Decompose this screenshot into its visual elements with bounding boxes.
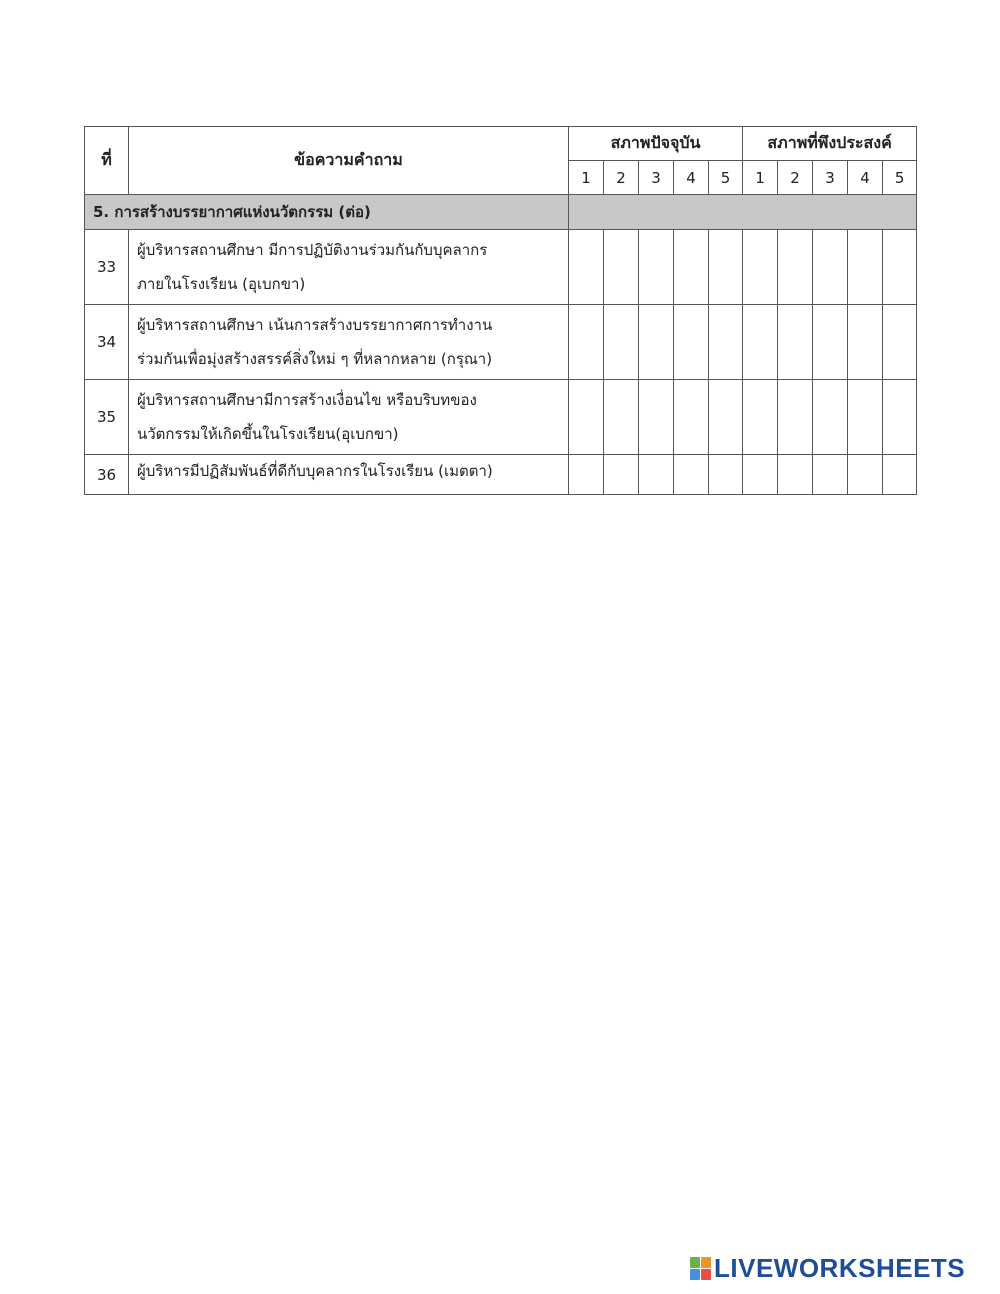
survey-table	[84, 126, 917, 495]
answer-cell-current-3[interactable]	[639, 230, 674, 305]
answer-cell-desired-4[interactable]	[848, 305, 883, 380]
answer-cell-current-4[interactable]	[674, 230, 709, 305]
question-line: ผู้บริหารสถานศึกษามีการสร้างเงื่อนไข หรือบริบทของ	[137, 391, 477, 409]
question-number: 35	[85, 380, 129, 455]
scale-header-current-4: 4	[674, 161, 709, 195]
section-row	[85, 195, 917, 230]
answer-cell-current-4[interactable]	[674, 380, 709, 455]
answer-cell-desired-5[interactable]	[883, 305, 917, 380]
scale-header-current-3: 3	[639, 161, 674, 195]
logo-text: LIVEWORKSHEETS	[714, 1253, 966, 1283]
answer-cell-desired-3[interactable]	[813, 305, 848, 380]
answer-cell-current-1[interactable]	[569, 455, 604, 495]
answer-cell-desired-2[interactable]	[778, 380, 813, 455]
answer-cell-desired-2[interactable]	[778, 455, 813, 495]
scale-header-desired-3: 3	[813, 161, 848, 195]
answer-cell-desired-2[interactable]	[778, 305, 813, 380]
answer-cell-current-1[interactable]	[569, 230, 604, 305]
answer-cell-desired-5[interactable]	[883, 230, 917, 305]
scale-header-current-2: 2	[604, 161, 639, 195]
section-title: 5. การสร้างบรรยากาศแห่งนวัตกรรม (ต่อ)	[85, 195, 569, 230]
question-line: ผู้บริหารมีปฏิสัมพันธ์ที่ดีกับบุคลากรในโรงเรียน (เมตตา)	[137, 462, 493, 480]
answer-cell-desired-4[interactable]	[848, 380, 883, 455]
liveworksheets-logo	[690, 1253, 965, 1284]
question-row	[85, 305, 917, 380]
column-header-question: ข้อความคำถาม	[129, 127, 569, 195]
answer-cell-desired-3[interactable]	[813, 230, 848, 305]
answer-cell-desired-1[interactable]	[743, 305, 778, 380]
question-number: 34	[85, 305, 129, 380]
answer-cell-current-2[interactable]	[604, 455, 639, 495]
answer-cell-current-5[interactable]	[709, 230, 743, 305]
question-text	[129, 380, 569, 455]
scale-header-desired-5: 5	[883, 161, 917, 195]
answer-cell-desired-3[interactable]	[813, 380, 848, 455]
question-number: 33	[85, 230, 129, 305]
answer-cell-current-3[interactable]	[639, 455, 674, 495]
group-header-desired: สภาพที่พึงประสงค์	[743, 127, 917, 161]
answer-cell-desired-1[interactable]	[743, 455, 778, 495]
answer-cell-current-2[interactable]	[604, 230, 639, 305]
question-row	[85, 455, 917, 495]
column-header-number: ที่	[85, 127, 129, 195]
question-text	[129, 455, 569, 495]
scale-header-desired-2: 2	[778, 161, 813, 195]
answer-cell-desired-4[interactable]	[848, 230, 883, 305]
answer-cell-desired-2[interactable]	[778, 230, 813, 305]
question-line: ภายในโรงเรียน (อุเบกขา)	[137, 275, 306, 293]
answer-cell-current-5[interactable]	[709, 380, 743, 455]
question-line: ร่วมกันเพื่อมุ่งสร้างสรรค์สิ่งใหม่ ๆ ที่หลากหลาย (กรุณา)	[137, 350, 493, 368]
question-number: 36	[85, 455, 129, 495]
answer-cell-current-3[interactable]	[639, 305, 674, 380]
question-text	[129, 305, 569, 380]
question-line: ผู้บริหารสถานศึกษา มีการปฏิบัติงานร่วมกันกับบุคลากร	[137, 241, 488, 259]
answer-cell-current-3[interactable]	[639, 380, 674, 455]
answer-cell-current-1[interactable]	[569, 305, 604, 380]
scale-header-desired-1: 1	[743, 161, 778, 195]
answer-cell-desired-1[interactable]	[743, 230, 778, 305]
answer-cell-desired-1[interactable]	[743, 380, 778, 455]
scale-header-current-5: 5	[709, 161, 743, 195]
answer-cell-desired-4[interactable]	[848, 455, 883, 495]
question-row	[85, 380, 917, 455]
question-line: นวัตกรรมให้เกิดขึ้นในโรงเรียน(อุเบกขา)	[137, 425, 399, 443]
answer-cell-current-4[interactable]	[674, 455, 709, 495]
answer-cell-current-5[interactable]	[709, 305, 743, 380]
scale-header-desired-4: 4	[848, 161, 883, 195]
question-text	[129, 230, 569, 305]
scale-header-current-1: 1	[569, 161, 604, 195]
answer-cell-current-2[interactable]	[604, 305, 639, 380]
answer-cell-desired-5[interactable]	[883, 380, 917, 455]
answer-cell-desired-3[interactable]	[813, 455, 848, 495]
group-header-current: สภาพปัจจุบัน	[569, 127, 743, 161]
answer-cell-current-2[interactable]	[604, 380, 639, 455]
question-line: ผู้บริหารสถานศึกษา เน้นการสร้างบรรยากาศการทำงาน	[137, 316, 493, 334]
answer-cell-current-4[interactable]	[674, 305, 709, 380]
logo-mark-icon	[690, 1257, 711, 1280]
answer-cell-current-1[interactable]	[569, 380, 604, 455]
answer-cell-current-5[interactable]	[709, 455, 743, 495]
answer-cell-desired-5[interactable]	[883, 455, 917, 495]
section-fill	[569, 195, 917, 230]
question-row	[85, 230, 917, 305]
